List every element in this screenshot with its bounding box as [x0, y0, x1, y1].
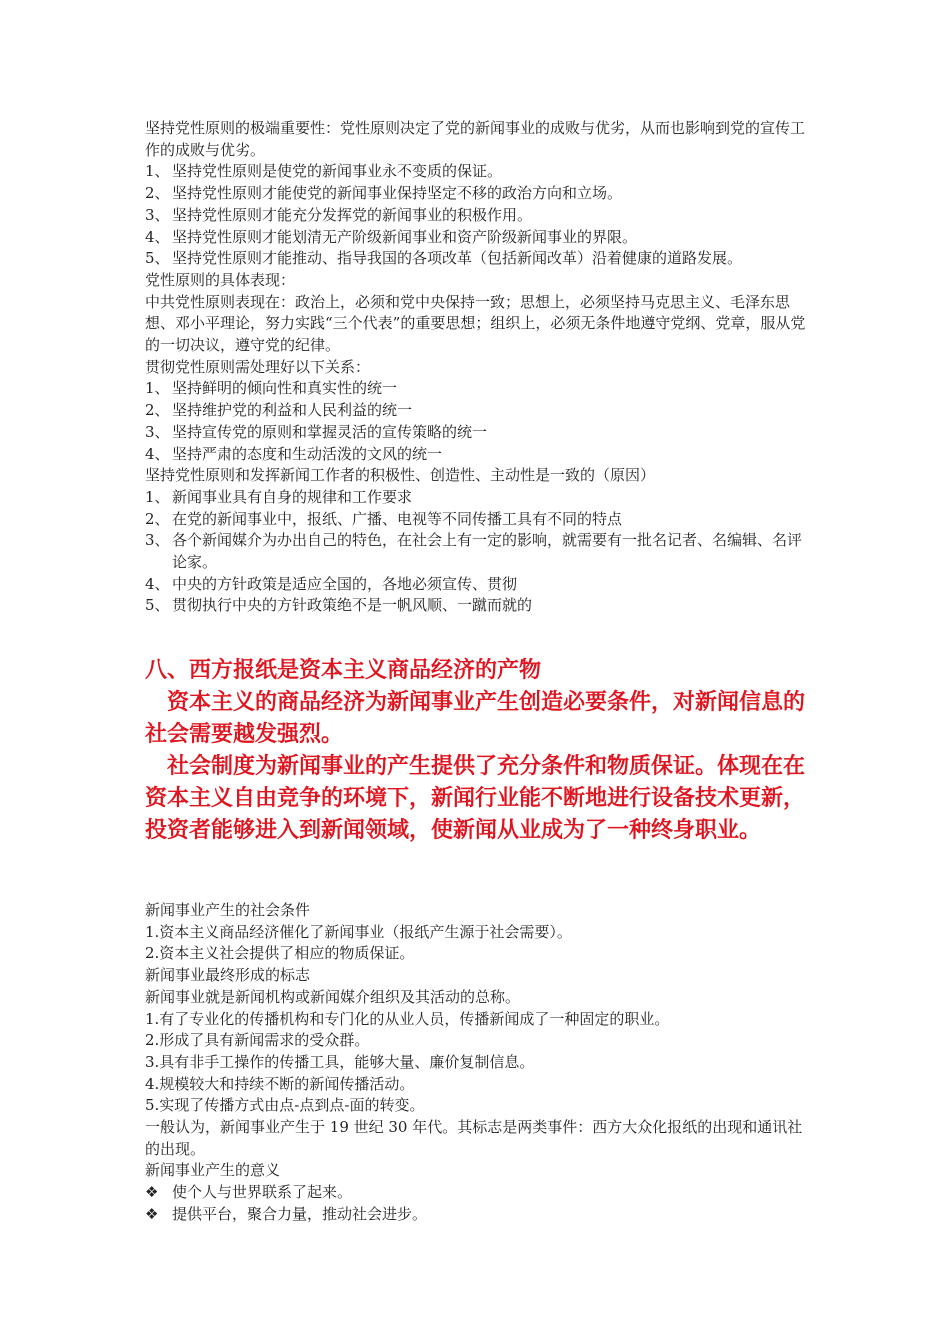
- list-item: 1、 坚持鲜明的倾向性和真实性的统一: [145, 379, 398, 398]
- list-item: 4、 坚持严肃的态度和生动活泼的文风的统一: [145, 444, 443, 463]
- importance-list: [145, 161, 807, 270]
- list-item: 2.形成了具有新闻需求的受众群。: [145, 1031, 370, 1050]
- list-item: 1.资本主义商品经济催化了新闻事业（报纸产生源于社会需要）。: [145, 922, 572, 941]
- list-item: 4、 坚持党性原则才能划清无产阶级新闻事业和资产阶级新闻事业的界限。: [145, 227, 638, 246]
- red-paragraph: 社会制度为新闻事业的产生提供了充分条件和物质保证。体现在在资本主义自由竞争的环境下，新闻行业能不断地进行设备技术更新，投资者能够进入到新闻领域，使新闻从业成为了一种终身职业。: [145, 754, 806, 843]
- list-item: 5.实现了传播方式由点-点到点-面的转变。: [145, 1096, 425, 1115]
- conditions-heading: 新闻事业产生的社会条件: [145, 901, 311, 919]
- reasons-list: [145, 487, 807, 617]
- list-item: 3、 坚持宣传党的原则和掌握灵活的宣传策略的统一: [145, 422, 488, 441]
- intro-paragraph: 坚持党性原则的极端重要性：党性原则决定了党的新闻事业的成败与优劣，从而也影响到党的宣传工作的成败与优劣。: [145, 119, 806, 159]
- list-item: 5、 贯彻执行中央的方针政策绝不是一帆风顺、一蹴而就的: [145, 596, 533, 615]
- origin-paragraph: 一般认为，新闻事业产生于 19 世纪 30 年代。其标志是两类事件：西方大众化报纸的出现和通讯社的出现。: [145, 1118, 803, 1158]
- bullet-item: ❖ 使个人与世界联系了起来。: [145, 1182, 807, 1204]
- concrete-paragraph: 中共党性原则表现在：政治上，必须和党中央保持一致；思想上，必须坚持马克思主义、毛泽东思想、邓小平理论，努力实践“三个代表”的重要思想；组织上，必须无条件地遵守党纲、党章，服从党的一切决议，遵守党的纪律。: [145, 292, 806, 355]
- diamond-bullet-icon: ❖: [145, 1183, 159, 1202]
- list-item: 2.资本主义社会提供了相应的物质保证。: [145, 944, 415, 963]
- party-principle-section: [145, 118, 807, 617]
- list-item: 2、 坚持党性原则才能使党的新闻事业保持坚定不移的政治方向和立场。: [145, 184, 623, 203]
- list-item: 4.规模较大和持续不断的新闻传播活动。: [145, 1074, 415, 1093]
- definition-paragraph: 新闻事业就是新闻机构或新闻媒介组织及其活动的总称。: [145, 987, 521, 1006]
- section-heading: 八、西方报纸是资本主义商品经济的产物: [145, 658, 542, 683]
- western-newspaper-section: [145, 655, 807, 847]
- list-item: 3、 各个新闻媒介为办出自己的特色，在社会上有一定的影响，就需要有一批名记者、名编辑、名评论家。: [145, 531, 803, 572]
- significance-heading: 新闻事业产生的意义: [145, 1161, 281, 1180]
- red-paragraph: 资本主义的商品经济为新闻事业产生创造必要条件，对新闻信息的社会需要越发强烈。: [145, 690, 806, 747]
- relations-list: [145, 378, 807, 465]
- bullet-item: ❖ 提供平台，聚合力量，推动社会进步。: [145, 1204, 807, 1226]
- list-item: 1.有了专业化的传播机构和专门化的从业人员，传播新闻成了一种固定的职业。: [145, 1009, 670, 1028]
- diamond-bullet-icon: ❖: [145, 1204, 159, 1223]
- list-item: 2、 在党的新闻事业中，报纸、广播、电视等不同传播工具有不同的特点: [145, 509, 623, 528]
- news-industry-section: [145, 900, 807, 1226]
- list-item: 2、 坚持维护党的利益和人民利益的统一: [145, 401, 413, 420]
- list-item: 4、 中央的方针政策是适应全国的，各地必须宣传、贯彻: [145, 574, 518, 593]
- concrete-heading: 党性原则的具体表现：: [145, 270, 296, 289]
- relations-heading: 贯彻党性原则需处理好以下关系：: [145, 357, 371, 376]
- list-item: 1、 新闻事业具有自身的规律和工作要求: [145, 487, 413, 506]
- list-item: 5、 坚持党性原则才能推动、指导我国的各项改革（包括新闻改革）沿着健康的道路发展。: [145, 249, 743, 268]
- reasons-heading: 坚持党性原则和发挥新闻工作者的积极性、创造性、主动性是一致的（原因）: [145, 466, 656, 485]
- list-item: 3.具有非手工操作的传播工具，能够大量、廉价复制信息。: [145, 1052, 535, 1071]
- marks-heading: 新闻事业最终形成的标志: [145, 966, 311, 985]
- list-item: 3、 坚持党性原则才能充分发挥党的新闻事业的积极作用。: [145, 205, 533, 224]
- list-item: 1、 坚持党性原则是使党的新闻事业永不变质的保证。: [145, 162, 503, 181]
